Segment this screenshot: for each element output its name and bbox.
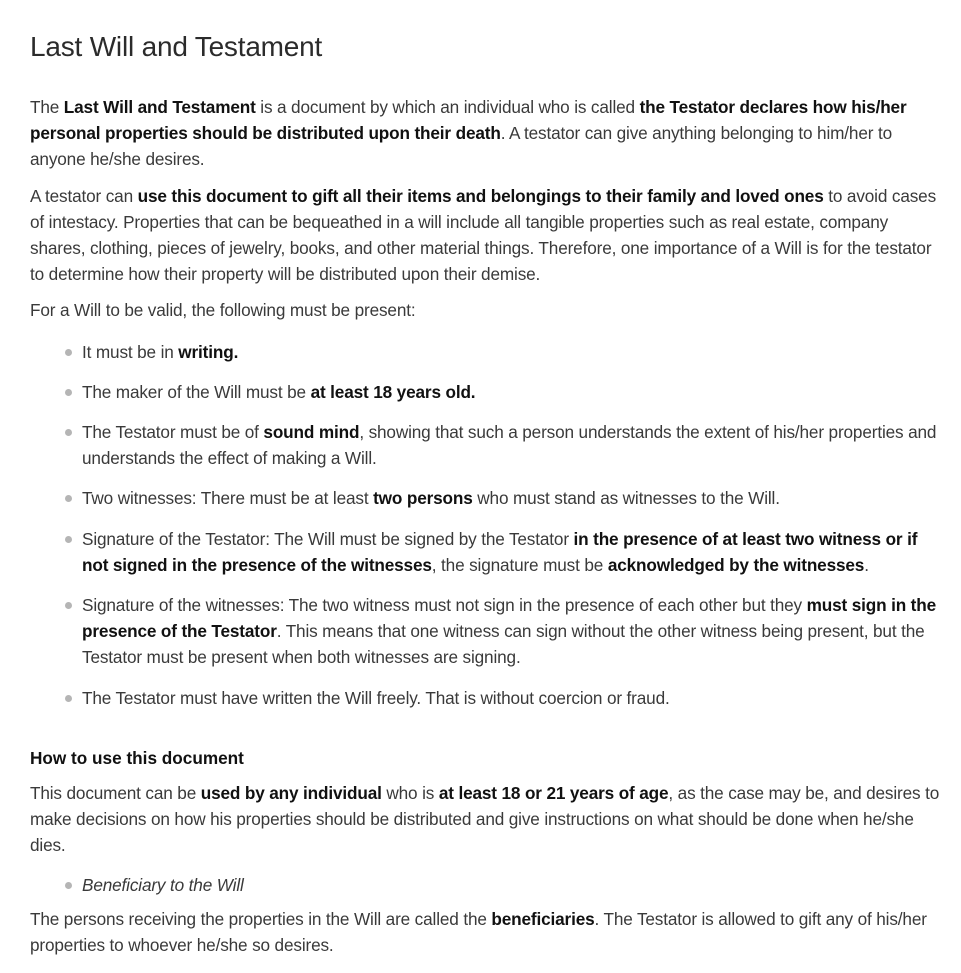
list-item: [82, 379, 943, 405]
list-item: [82, 526, 943, 578]
bold-span: sound mind: [263, 422, 360, 443]
text-span: , the signature must be: [431, 554, 608, 575]
text-span: A testator can: [30, 185, 138, 206]
text-span: is a document by which an individual who is called: [255, 97, 640, 117]
how-to-paragraph-2: [30, 906, 943, 958]
text-span: The Testator must be of: [82, 422, 264, 443]
list-item: [82, 872, 943, 898]
text-span: .: [864, 554, 869, 575]
requirements-list: [30, 339, 943, 711]
bold-span: acknowledged by the witnesses: [607, 554, 865, 575]
text-span: . This means that one witness can sign without the other witness being present, but the Testator must be present when both witnesses are signing.: [82, 621, 925, 668]
list-item: [82, 592, 943, 671]
bold-span: writing.: [178, 341, 239, 362]
text-span: The Testator must have written the Will freely. That is without coercion or fraud.: [82, 687, 670, 708]
bold-span: use this document to gift all their items and belongings to their family and loved ones: [137, 185, 824, 206]
text-span: to avoid cases of intestacy. Properties that can be bequeathed in a will include all tangible properties such as real estate, company shares, clothing, pieces of jewelry, books, and other material things. Therefore, one importance of a Will is for the testator to determine how their property will be distributed upon their demise.: [30, 185, 937, 285]
list-item: [82, 685, 943, 711]
text-span: It must be in: [82, 341, 179, 362]
bold-span: the Testator declares how his/her personal properties should be distributed upon their death: [30, 97, 907, 144]
beneficiary-list: [30, 872, 943, 898]
bold-span: at least 18 or 21 years of age: [438, 782, 669, 803]
text-span: Two witnesses: There must be at least: [82, 488, 374, 509]
section-heading-how-to-use: How to use this document: [30, 747, 244, 768]
bold-span: must sign in the presence of the Testator: [82, 595, 937, 642]
bold-span: Last Will and Testament: [63, 97, 256, 117]
bold-span: used by any individual: [200, 782, 382, 803]
text-span: Signature of the Testator: The Will must be signed by the Testator: [82, 528, 574, 549]
italic-span: Beneficiary to the Will: [82, 875, 244, 896]
text-span: , as the case may be, and desires to make decisions on how his properties should be distributed and give instructions on what should be done when he/she dies.: [30, 782, 940, 856]
text-span: who must stand as witnesses to the Will.: [472, 488, 780, 509]
text-span: . A testator can give anything belonging to him/her to anyone he/she desires.: [30, 123, 892, 170]
list-item: [82, 485, 943, 511]
text-span: The persons receiving the properties in the Will are called the: [30, 908, 492, 929]
text-span: who is: [381, 782, 439, 803]
text-span: Signature of the witnesses: The two witness must not sign in the presence of each other but they: [82, 595, 807, 616]
text-span: This document can be: [30, 782, 201, 803]
text-span: , showing that such a person understands the extent of his/her properties and understands the effect of making a Will.: [82, 422, 937, 469]
text-span: The: [30, 97, 64, 117]
bold-span: in the presence of at least two witness or if not signed in the presence of the witnesses: [82, 528, 918, 575]
bold-span: beneficiaries: [491, 908, 595, 929]
page-title: Last Will and Testament: [30, 31, 323, 62]
how-to-paragraph-1: [30, 780, 943, 859]
text-span: The maker of the Will must be: [82, 381, 311, 402]
bold-span: two persons: [373, 488, 473, 509]
bold-span: at least 18 years old.: [310, 381, 476, 402]
intro-paragraph-1: [30, 94, 943, 173]
list-item: [82, 339, 943, 365]
intro-paragraph-2: [30, 183, 943, 288]
text-span: . The Testator is allowed to gift any of his/her properties to whoever he/she so desires.: [30, 908, 927, 955]
list-item: [82, 419, 943, 471]
intro-paragraph-3: For a Will to be valid, the following must be present:: [30, 300, 416, 321]
